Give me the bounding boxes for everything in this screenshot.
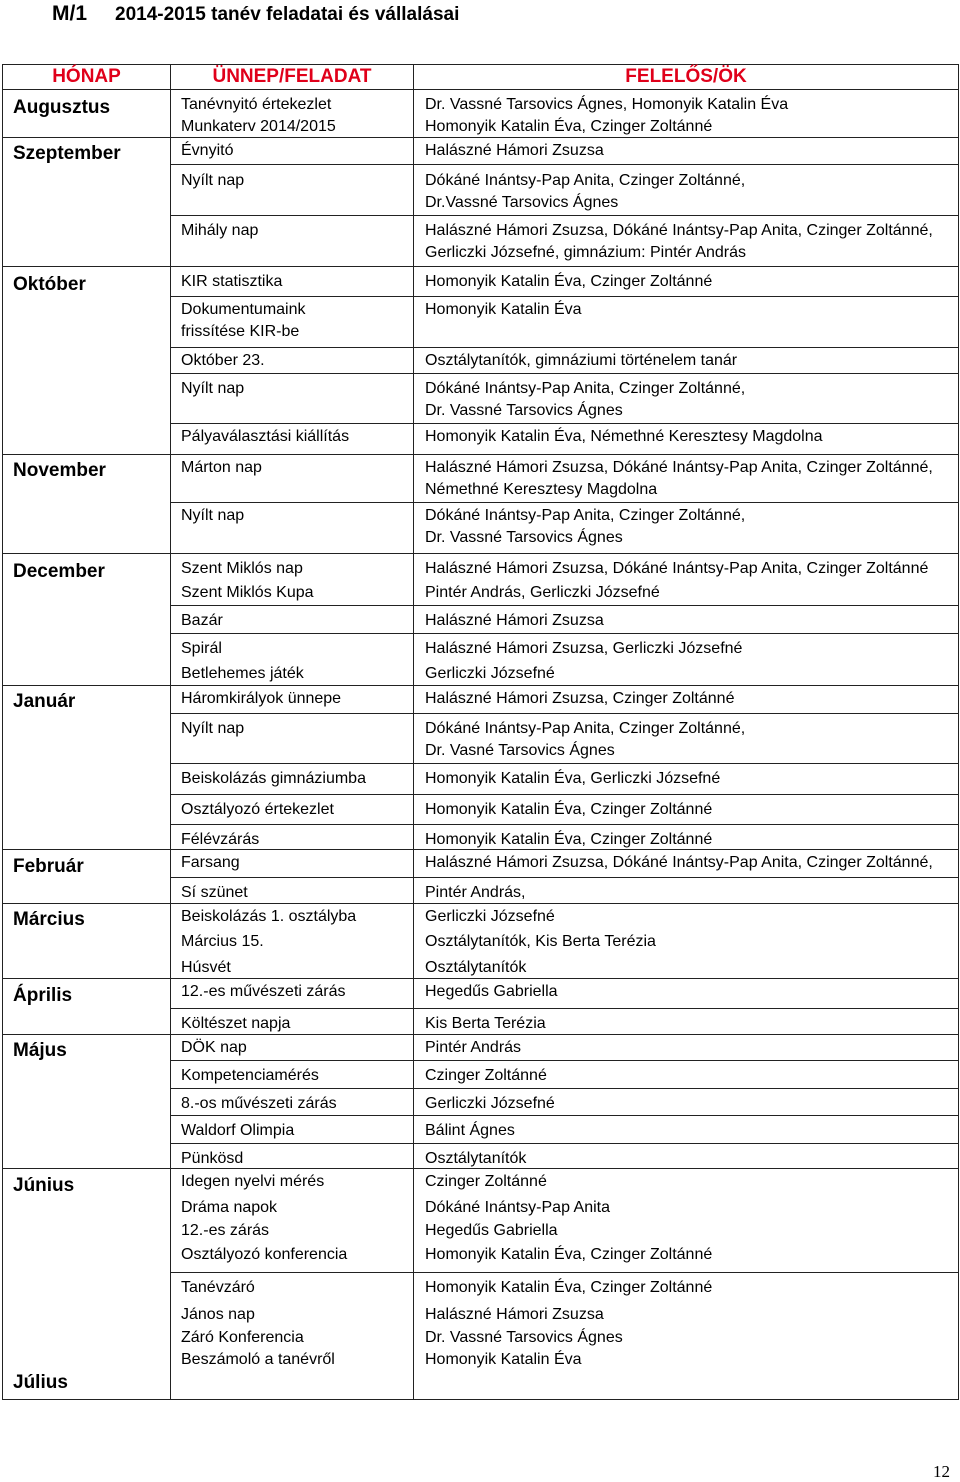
task-item: Záró Konferencia	[181, 1329, 304, 1346]
responsible-item: Homonyik Katalin Éva, Gerliczki Józsefné	[425, 770, 721, 787]
responsible-column	[414, 90, 959, 1400]
task-item: Pünkösd	[181, 1150, 244, 1167]
month-label-augusztus: Augusztus	[13, 97, 111, 118]
task-item: Háromkirályok ünnepe	[181, 690, 342, 707]
task-item: Osztályozó értekezlet	[181, 801, 334, 818]
task-item: Beiskolázás 1. osztályba	[181, 908, 357, 925]
task-item: Farsang	[181, 854, 240, 871]
task-item: Október 23.	[181, 352, 265, 369]
table-body-row	[3, 90, 959, 1400]
task-item: Tanévzáró	[181, 1279, 255, 1296]
responsible-item: Osztálytanítók	[425, 1150, 527, 1167]
task-item: Félévzárás	[181, 831, 260, 848]
title-code: M/1	[52, 2, 88, 25]
responsible-item: Homonyik Katalin Éva	[425, 1351, 582, 1368]
responsible-item: Halászné Hámori Zsuzsa, Czinger Zoltánné	[425, 690, 735, 707]
task-item: Waldorf Olimpia	[181, 1122, 295, 1139]
responsible-item: Halászné Hámori Zsuzsa, Dókáné Inántsy-Pap Anita, Czinger Zoltánné,	[425, 854, 933, 871]
responsible-item: Hegedűs Gabriella	[425, 1222, 558, 1239]
responsible-item: Hegedűs Gabriella	[425, 983, 558, 1000]
responsible-item: Dókáné Inántsy-Pap Anita, Czinger Zoltánné, Dr. Vassné Tarsovics Ágnes	[425, 507, 746, 546]
task-item: KIR statisztika	[181, 273, 283, 290]
task-item: Húsvét	[181, 959, 231, 976]
responsible-item: Dr. Vassné Tarsovics Ágnes, Homonyik Katalin Éva	[425, 96, 789, 113]
responsible-item: Halászné Hámori Zsuzsa, Dókáné Inántsy-Pap Anita, Czinger Zoltánné, Gerliczki Józsefné, gimnázium: Pintér András	[425, 222, 933, 261]
task-item: Osztályozó konferencia	[181, 1246, 348, 1263]
task-item: Betlehemes játék	[181, 665, 304, 682]
task-item: Költészet napja	[181, 1015, 291, 1032]
responsible-item: Halászné Hámori Zsuzsa	[425, 142, 604, 159]
task-column	[171, 90, 414, 1400]
task-item: Munkaterv 2014/2015	[181, 118, 336, 135]
responsible-item: Homonyik Katalin Éva, Czinger Zoltánné	[425, 1279, 713, 1296]
responsible-item: Halászné Hámori Zsuzsa, Gerliczki Józsefné	[425, 640, 743, 657]
responsible-item: Gerliczki Józsefné	[425, 1095, 555, 1112]
task-item: Mihály nap	[181, 222, 259, 239]
task-item: Sí szünet	[181, 884, 248, 901]
task-item: Szent Miklós nap	[181, 560, 303, 577]
responsible-item: Homonyik Katalin Éva, Czinger Zoltánné	[425, 118, 713, 135]
month-label-majus: Május	[13, 1040, 67, 1061]
responsible-item: Homonyik Katalin Éva, Czinger Zoltánné	[425, 801, 713, 818]
title-text: 2014-2015 tanév feladatai és vállalásai	[115, 4, 460, 25]
task-item: Tanévnyitó értekezlet	[181, 96, 332, 113]
task-item: 12.-es zárás	[181, 1222, 270, 1239]
responsible-item: Homonyik Katalin Éva, Czinger Zoltánné	[425, 1246, 713, 1263]
responsible-item: Halászné Hámori Zsuzsa	[425, 1306, 604, 1323]
responsible-item: Pintér András,	[425, 884, 526, 901]
task-item: Nyílt nap	[181, 720, 245, 737]
header-task: ÜNNEP/FELADAT	[171, 65, 414, 90]
month-label-februar: Február	[13, 856, 84, 877]
table-header-row	[3, 65, 959, 90]
task-item: Szent Miklós Kupa	[181, 584, 314, 601]
task-item: Bazár	[181, 612, 223, 629]
task-item: Márton nap	[181, 459, 262, 476]
page-title	[52, 2, 459, 28]
month-label-december: December	[13, 561, 105, 582]
month-label-aprilis: Április	[13, 985, 73, 1006]
month-label-julius: Július	[13, 1372, 68, 1393]
task-item: Beiskolázás gimnáziumba	[181, 770, 366, 787]
month-column	[3, 90, 171, 1400]
task-item: Idegen nyelvi mérés	[181, 1173, 325, 1190]
month-label-szeptember: Szeptember	[13, 143, 121, 164]
responsible-item: Pintér András	[425, 1039, 522, 1056]
page-number: 12	[933, 1462, 950, 1481]
task-item: DÖK nap	[181, 1039, 247, 1056]
responsible-item: Halászné Hámori Zsuzsa, Dókáné Inántsy-Pap Anita, Czinger Zoltánné, Némethné Keresztesy Magdolna	[425, 459, 933, 498]
header-responsible: FELELŐS/ÖK	[414, 65, 959, 90]
task-item: Nyílt nap	[181, 172, 245, 189]
month-label-november: November	[13, 460, 106, 481]
responsible-item: Czinger Zoltánné	[425, 1067, 547, 1084]
responsible-item: Halászné Hámori Zsuzsa	[425, 612, 604, 629]
task-item: 12.-es művészeti zárás	[181, 983, 346, 1000]
responsible-item: Halászné Hámori Zsuzsa, Dókáné Inántsy-Pap Anita, Czinger Zoltánné	[425, 560, 929, 577]
task-item: Március 15.	[181, 933, 264, 950]
month-label-junius: Június	[13, 1175, 75, 1196]
month-label-marcius: Március	[13, 909, 85, 930]
responsible-item: Bálint Ágnes	[425, 1122, 515, 1139]
responsible-item: Czinger Zoltánné	[425, 1173, 547, 1190]
responsible-item: Pintér András, Gerliczki Józsefné	[425, 584, 660, 601]
header-month: HÓNAP	[3, 65, 171, 90]
responsible-item: Homonyik Katalin Éva, Némethné Keresztesy Magdolna	[425, 428, 823, 445]
plan-table	[2, 64, 959, 1400]
task-item: Dokumentumaink frissítése KIR-be	[181, 301, 306, 340]
task-item: Nyílt nap	[181, 380, 245, 397]
responsible-item: Homonyik Katalin Éva	[425, 301, 582, 318]
responsible-item: Homonyik Katalin Éva, Czinger Zoltánné	[425, 831, 713, 848]
task-item: Nyílt nap	[181, 507, 245, 524]
responsible-item: Homonyik Katalin Éva, Czinger Zoltánné	[425, 273, 713, 290]
responsible-item: Gerliczki Józsefné	[425, 908, 555, 925]
responsible-item: Dókáné Inántsy-Pap Anita, Czinger Zoltánné, Dr. Vassné Tarsovics Ágnes	[425, 380, 746, 419]
responsible-item: Dókáné Inántsy-Pap Anita, Czinger Zoltánné, Dr.Vassné Tarsovics Ágnes	[425, 172, 746, 211]
responsible-item: Osztálytanítók	[425, 959, 527, 976]
task-item: Pályaválasztási kiállítás	[181, 428, 350, 445]
task-item: 8.-os művészeti zárás	[181, 1095, 337, 1112]
task-item: Beszámoló a tanévről	[181, 1351, 335, 1368]
responsible-item: Gerliczki Józsefné	[425, 665, 555, 682]
responsible-item: Dókáné Inántsy-Pap Anita	[425, 1199, 611, 1216]
responsible-item: Osztálytanítók, gimnáziumi történelem tanár	[425, 352, 738, 369]
month-label-oktober: Október	[13, 274, 86, 295]
responsible-item: Dr. Vassné Tarsovics Ágnes	[425, 1329, 623, 1346]
task-item: Spirál	[181, 640, 222, 657]
responsible-item: Osztálytanítók, Kis Berta Terézia	[425, 933, 656, 950]
responsible-item: Dókáné Inántsy-Pap Anita, Czinger Zoltánné, Dr. Vasné Tarsovics Ágnes	[425, 720, 746, 759]
task-item: Évnyitó	[181, 142, 234, 159]
responsible-item: Kis Berta Terézia	[425, 1015, 546, 1032]
task-item: Dráma napok	[181, 1199, 278, 1216]
task-item: Kompetenciamérés	[181, 1067, 319, 1084]
task-item: János nap	[181, 1306, 255, 1323]
month-label-januar: Január	[13, 691, 76, 712]
